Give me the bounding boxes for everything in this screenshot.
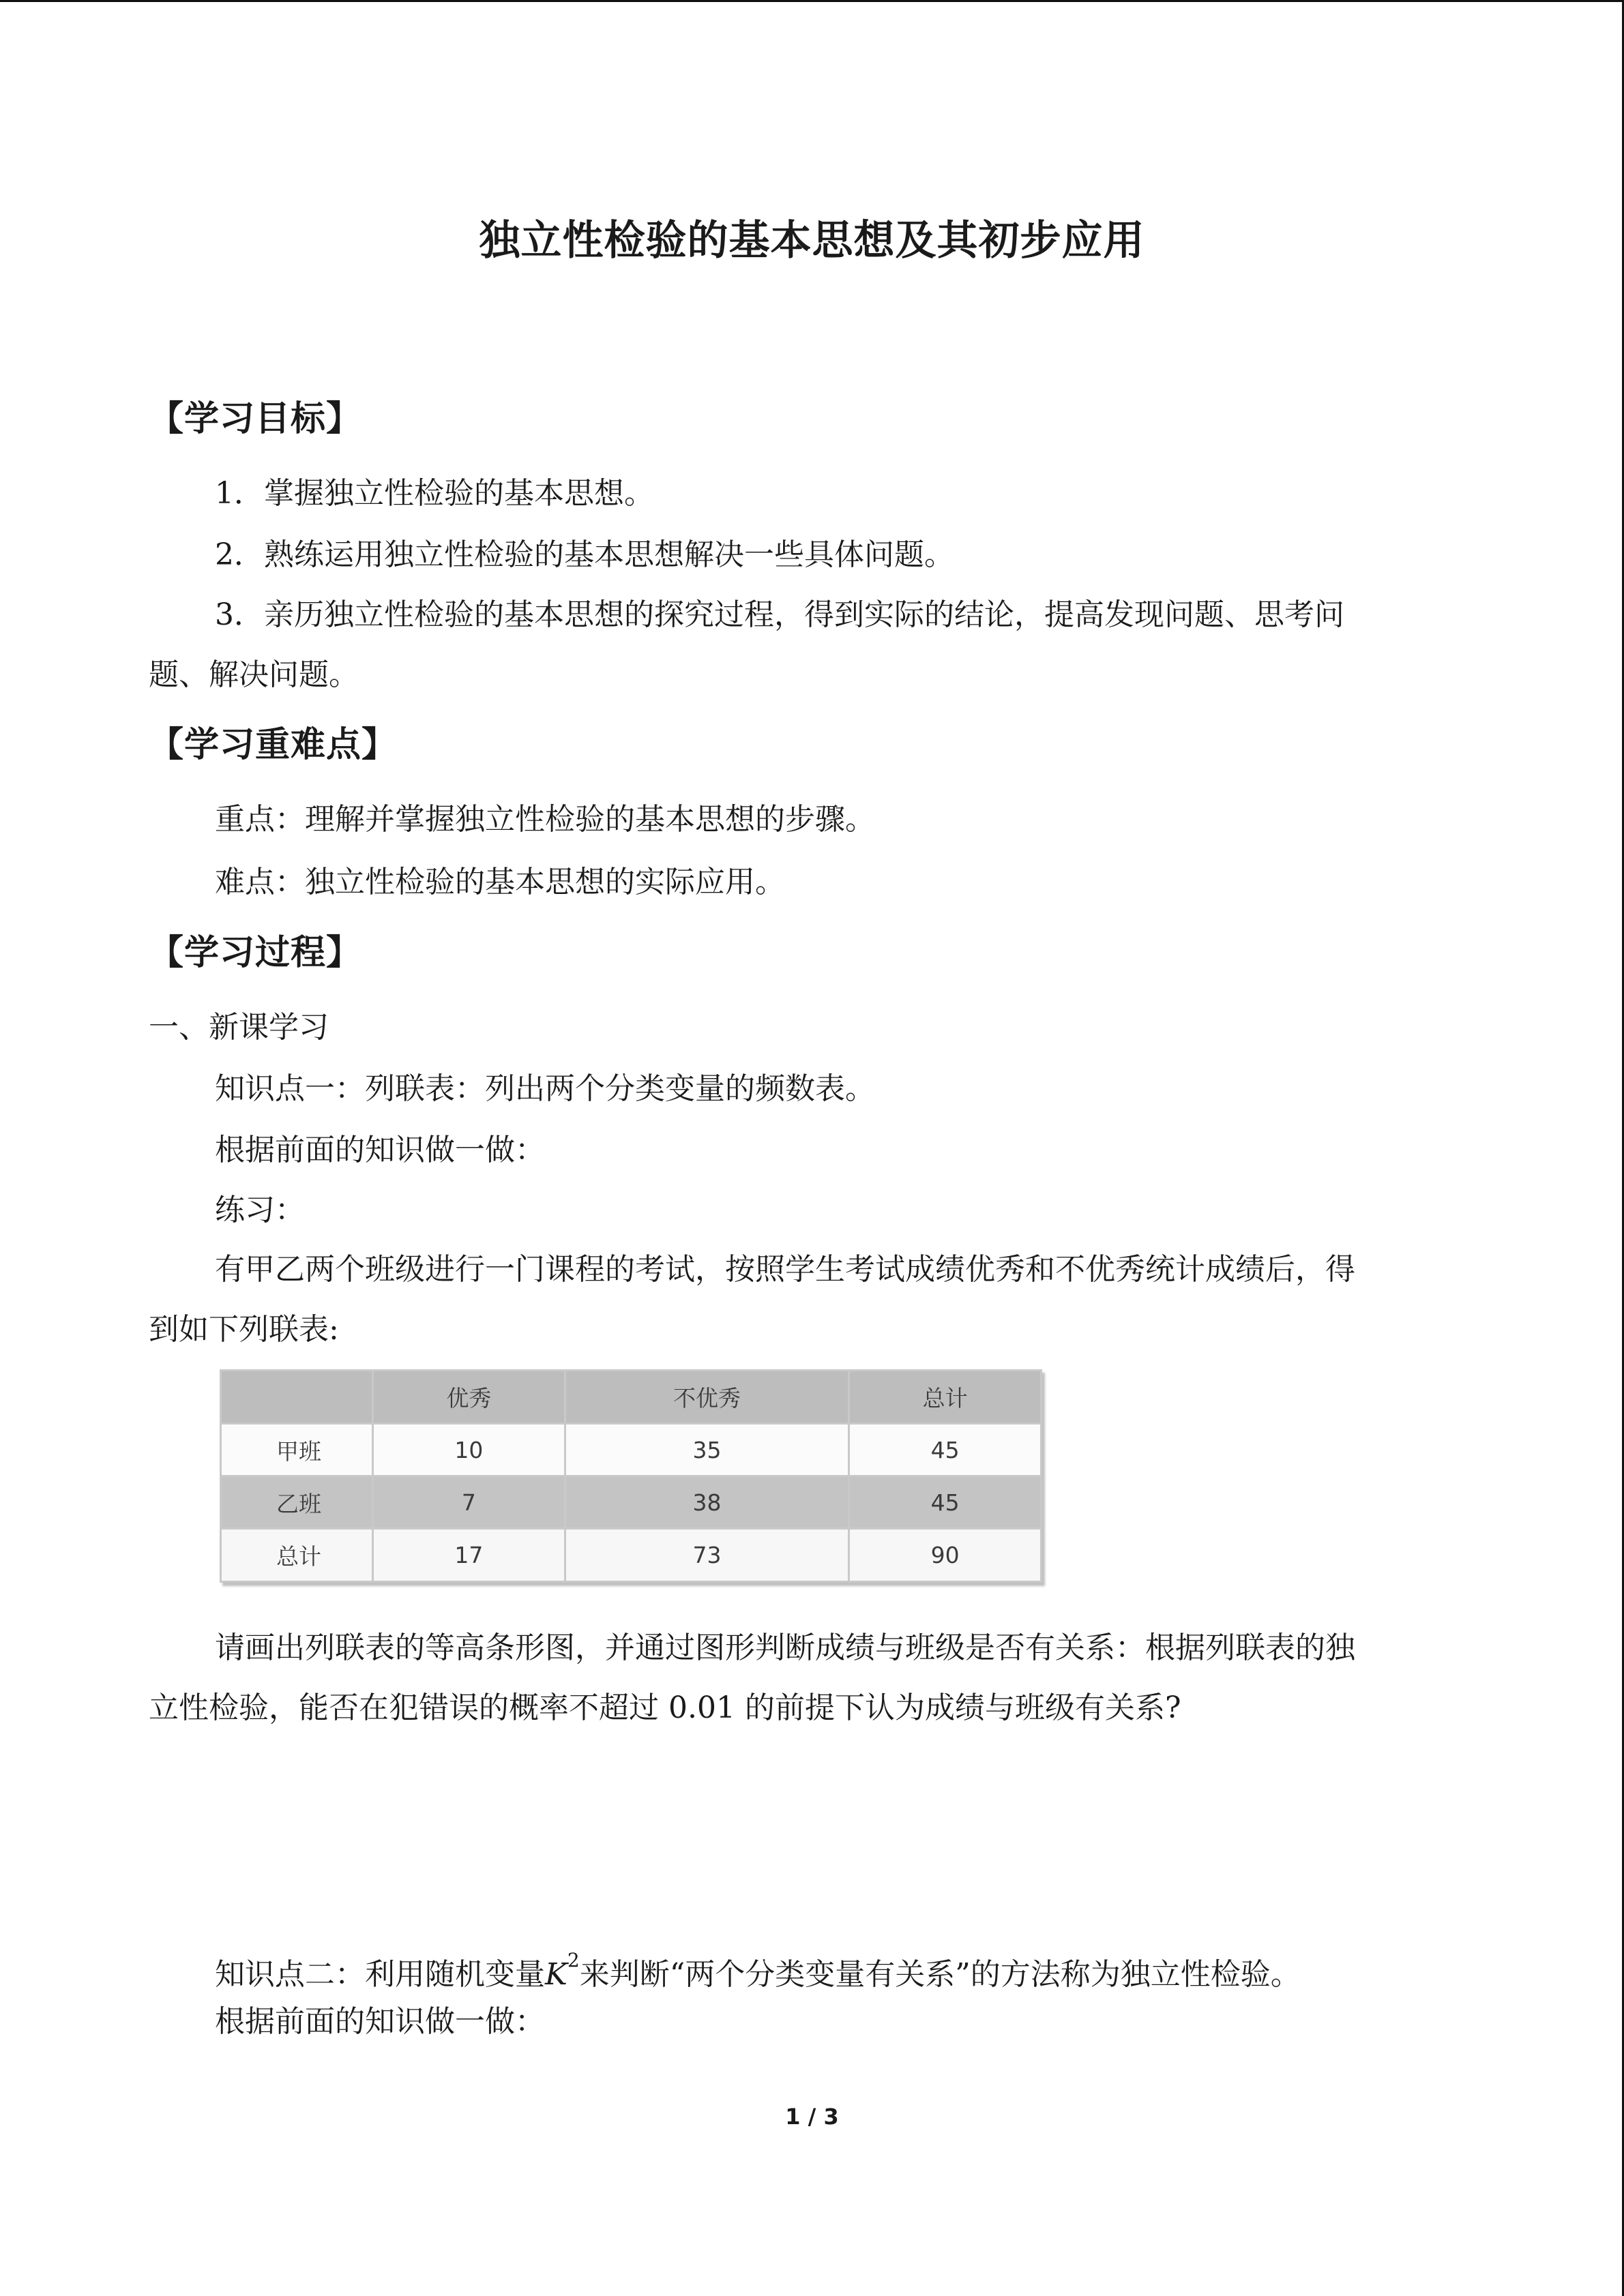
difficult-point: 难点：独立性检验的基本思想的实际应用。 — [215, 865, 785, 899]
question-line-1: 请画出列联表的等高条形图，并通过图形判断成绩与班级是否有关系：根据列联表的独 — [215, 1630, 1355, 1665]
kp2-suffix: 来判断“两个分类变量有关系”的方法称为独立性检验。 — [579, 1957, 1301, 1992]
table-cell: 38 — [565, 1476, 849, 1529]
table-row-label: 乙班 — [221, 1476, 373, 1529]
contingency-table — [220, 1369, 1042, 1583]
k-variable: K — [545, 1957, 567, 1992]
question-line-2: 立性检验，能否在犯错误的概率不超过 0.01 的前提下认为成绩与班级有关系? — [149, 1690, 1181, 1725]
table-header-cell — [221, 1371, 373, 1424]
table-cell: 7 — [373, 1476, 565, 1529]
table-cell: 35 — [565, 1424, 849, 1476]
table-row-label: 甲班 — [221, 1424, 373, 1476]
table-header-row — [221, 1371, 1042, 1424]
document-title: 独立性检验的基本思想及其初步应用 — [479, 217, 1145, 265]
knowledge-point-2 — [215, 1945, 1301, 1990]
problem-line-1: 有甲乙两个班级进行一门课程的考试，按照学生考试成绩优秀和不优秀统计成绩后，得 — [215, 1252, 1355, 1287]
part1-label: 一、新课学习 — [149, 1010, 329, 1045]
table-row-label: 总计 — [221, 1529, 373, 1582]
page-border-top — [0, 0, 1624, 2]
try-it-2: 根据前面的知识做一做： — [215, 2004, 545, 2039]
problem-line-2: 到如下列联表: — [149, 1312, 339, 1347]
table-header-cell: 不优秀 — [565, 1371, 849, 1424]
goal-item-2: 2．熟练运用独立性检验的基本思想解决一些具体问题。 — [215, 537, 954, 572]
goal-item-1: 1．掌握独立性检验的基本思想。 — [215, 476, 654, 511]
table-cell: 17 — [373, 1529, 565, 1582]
try-it-1: 根据前面的知识做一做： — [215, 1133, 545, 1167]
key-point: 重点：理解并掌握独立性检验的基本思想的步骤。 — [215, 802, 875, 837]
table-cell: 10 — [373, 1424, 565, 1476]
table-header-cell: 优秀 — [373, 1371, 565, 1424]
k-superscript: 2 — [567, 1949, 580, 1971]
table-header-cell: 总计 — [849, 1371, 1042, 1424]
k-squared-variable — [545, 1949, 580, 1992]
table-row — [221, 1529, 1042, 1582]
table-cell: 73 — [565, 1529, 849, 1582]
key-heading: 【学习重难点】 — [149, 725, 398, 765]
table-cell: 45 — [849, 1424, 1042, 1476]
kp2-prefix: 知识点二：利用随机变量 — [215, 1957, 545, 1992]
goals-heading: 【学习目标】 — [149, 399, 362, 439]
practice-label: 练习： — [215, 1193, 305, 1227]
goal-item-3: 3．亲历独立性检验的基本思想的探究过程，得到实际的结论，提高发现问题、思考问 — [215, 597, 1344, 632]
goal-item-3-continued: 题、解决问题。 — [149, 657, 359, 692]
page-indicator: 1 / 3 — [785, 2104, 839, 2130]
knowledge-point-1: 知识点一：列联表：列出两个分类变量的频数表。 — [215, 1071, 875, 1106]
table-cell: 90 — [849, 1529, 1042, 1582]
table-row — [221, 1424, 1042, 1476]
table-cell: 45 — [849, 1476, 1042, 1529]
table-row — [221, 1476, 1042, 1529]
process-heading: 【学习过程】 — [149, 933, 362, 973]
